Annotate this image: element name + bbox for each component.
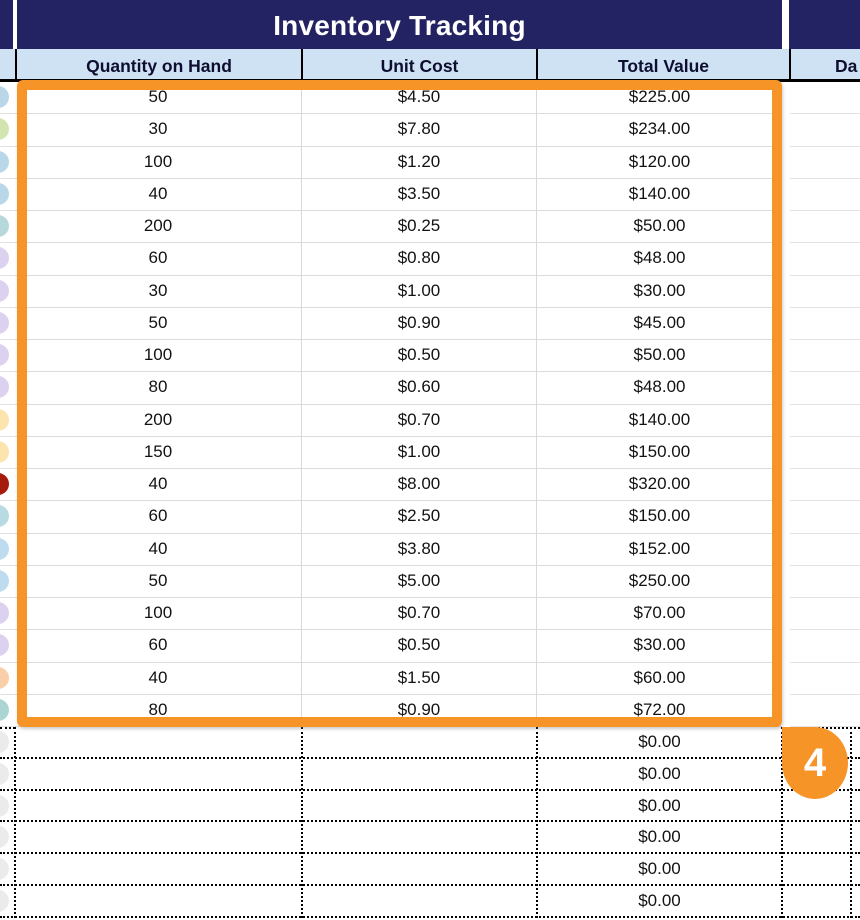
left-strip-row (0, 695, 15, 727)
table-row (15, 114, 782, 146)
table-row (15, 469, 782, 501)
total-value-cell[interactable]: $48.00 (633, 377, 686, 397)
unit-cost-cell[interactable]: $0.80 (302, 243, 537, 274)
table-row (15, 276, 782, 308)
empty-table-row (0, 822, 860, 854)
category-dot-icon (0, 763, 9, 785)
unit-cost-cell[interactable]: $4.50 (302, 82, 537, 113)
right-strip-row (790, 695, 860, 727)
table-row (15, 566, 782, 598)
qty-cell[interactable]: 30 (15, 114, 302, 145)
left-strip-row (0, 405, 15, 437)
table-row (15, 211, 782, 243)
table-row (15, 437, 782, 469)
total-value-cell[interactable]: $70.00 (633, 603, 686, 622)
header-divider (15, 49, 18, 82)
table-row (15, 147, 782, 179)
total-value-cell[interactable]: $140.00 (628, 183, 691, 203)
unit-cost-cell[interactable]: $0.90 (302, 695, 537, 726)
table-row (15, 534, 782, 566)
left-strip-row (0, 276, 15, 308)
category-dot-icon (0, 602, 9, 624)
total-value-cell[interactable]: $50.00 (633, 216, 686, 235)
table-row (15, 405, 782, 437)
table-row (15, 695, 782, 727)
right-strip-row (790, 469, 860, 501)
unit-cost-cell[interactable]: $0.25 (302, 211, 537, 242)
unit-cost-cell[interactable]: $2.50 (302, 501, 537, 532)
left-strip-row (0, 469, 15, 501)
left-strip-row (0, 308, 15, 340)
header-divider (301, 49, 304, 82)
callout-badge (782, 727, 848, 799)
category-dot-icon (0, 441, 9, 463)
right-strip-row (790, 276, 860, 308)
unit-cost-cell[interactable]: $0.60 (302, 372, 537, 403)
left-strip-row (0, 114, 15, 146)
category-dot-icon (0, 312, 9, 334)
category-dot-icon (0, 409, 9, 431)
qty-cell[interactable]: 60 (15, 243, 302, 274)
right-strip-row (790, 598, 860, 630)
header-divider (789, 49, 792, 82)
left-strip-row (0, 372, 15, 404)
column-header-total-value[interactable]: Total Value (617, 56, 710, 76)
right-strip-row (790, 663, 860, 695)
qty-cell[interactable]: 100 (15, 340, 302, 371)
unit-cost-cell[interactable]: $1.00 (302, 276, 537, 307)
left-edge-strip (0, 82, 15, 727)
right-strip-row (790, 630, 860, 662)
qty-cell[interactable]: 150 (15, 437, 302, 468)
column-divider (782, 0, 789, 49)
category-dot-icon (0, 826, 9, 848)
right-strip-row (790, 211, 860, 243)
category-dot-icon (0, 86, 9, 108)
table-row (15, 663, 782, 695)
right-strip-row (790, 405, 860, 437)
category-dot-icon (0, 505, 9, 527)
empty-table-row (0, 791, 860, 823)
column-header-unit-cost[interactable]: Unit Cost (380, 56, 459, 76)
category-dot-icon (0, 151, 9, 173)
total-value-cell[interactable]: $234.00 (628, 119, 691, 139)
unit-cost-cell[interactable]: $1.50 (302, 663, 537, 694)
total-value-cell[interactable]: $0.00 (638, 827, 681, 847)
qty-cell[interactable]: 100 (15, 147, 302, 178)
left-strip-row (0, 179, 15, 211)
total-value-cell[interactable]: $0.00 (638, 763, 681, 783)
total-value-cell[interactable]: $152.00 (628, 538, 691, 558)
table-row (15, 630, 782, 662)
left-strip-row (0, 211, 15, 243)
unit-cost-cell[interactable]: $1.20 (302, 147, 537, 178)
right-strip-row (790, 534, 860, 566)
column-header-date-truncated[interactable]: Da (835, 56, 858, 76)
total-value-cell[interactable]: $150.00 (628, 506, 691, 526)
unit-cost-cell[interactable]: $5.00 (302, 566, 537, 597)
qty-cell[interactable]: 200 (15, 211, 302, 242)
right-edge-strip (790, 82, 860, 727)
category-dot-icon (0, 634, 9, 656)
category-dot-icon (0, 344, 9, 366)
total-value-cell[interactable]: $60.00 (633, 667, 686, 687)
qty-cell[interactable]: 40 (15, 663, 302, 694)
right-strip-row (790, 114, 860, 146)
total-value-cell[interactable]: $120.00 (628, 151, 691, 171)
left-strip-row (0, 82, 15, 114)
left-strip-row (0, 534, 15, 566)
left-strip-row (0, 437, 15, 469)
total-value-cell[interactable]: $48.00 (633, 248, 686, 268)
qty-cell[interactable]: 60 (15, 630, 302, 661)
category-dot-icon (0, 890, 9, 912)
left-strip-row (0, 566, 15, 598)
total-value-cell[interactable]: $150.00 (628, 441, 691, 461)
qty-cell[interactable]: 100 (15, 598, 302, 629)
category-dot-icon (0, 473, 9, 495)
total-value-cell[interactable]: $0.00 (638, 732, 681, 751)
qty-cell[interactable]: 40 (15, 179, 302, 210)
category-dot-icon (0, 699, 9, 721)
right-strip-row (790, 437, 860, 469)
unit-cost-cell[interactable]: $0.50 (302, 340, 537, 371)
total-value-cell[interactable]: $45.00 (633, 312, 686, 332)
category-dot-icon (0, 247, 9, 269)
unit-cost-cell[interactable]: $3.80 (302, 534, 537, 565)
category-dot-icon (0, 215, 9, 237)
category-dot-icon (0, 376, 9, 398)
unit-cost-cell[interactable]: $0.70 (302, 598, 537, 629)
category-dot-icon (0, 118, 9, 140)
total-value-cell[interactable]: $320.00 (628, 474, 691, 493)
category-dot-icon (0, 858, 9, 880)
total-value-cell[interactable]: $250.00 (628, 570, 691, 590)
category-dot-icon (0, 731, 9, 753)
category-dot-icon (0, 570, 9, 592)
header-divider (536, 49, 539, 82)
total-value-cell[interactable]: $0.00 (638, 891, 681, 911)
total-value-cell[interactable]: $0.00 (638, 795, 681, 815)
right-strip-row (790, 82, 860, 114)
right-strip-row (790, 147, 860, 179)
table-row (15, 501, 782, 533)
category-dot-icon (0, 183, 9, 205)
qty-cell[interactable]: 50 (15, 566, 302, 597)
table-row (15, 308, 782, 340)
right-strip-row (790, 566, 860, 598)
qty-cell[interactable]: 50 (15, 308, 302, 339)
left-strip-row (0, 243, 15, 275)
total-value-cell[interactable]: $30.00 (633, 280, 686, 300)
category-dot-icon (0, 667, 9, 689)
right-strip-row (790, 243, 860, 275)
callout-number: 4 (803, 740, 827, 785)
right-strip-row (790, 501, 860, 533)
right-strip-row (790, 340, 860, 372)
qty-cell[interactable]: 80 (15, 695, 302, 726)
unit-cost-cell[interactable]: $0.70 (302, 405, 537, 436)
unit-cost-cell[interactable]: $8.00 (302, 469, 537, 500)
empty-table-row (0, 886, 860, 918)
qty-cell[interactable]: 50 (15, 82, 302, 113)
total-value-cell[interactable]: $30.00 (633, 635, 686, 655)
category-dot-icon (0, 280, 9, 302)
qty-cell[interactable]: 40 (15, 469, 302, 500)
page-title[interactable]: Inventory Tracking (273, 10, 526, 41)
category-dot-icon (0, 795, 9, 817)
qty-cell[interactable]: 40 (15, 534, 302, 565)
left-strip-row (0, 147, 15, 179)
unit-cost-cell[interactable]: $1.00 (302, 437, 537, 468)
category-dot-icon (0, 538, 9, 560)
table-row (15, 243, 782, 275)
left-strip-row (0, 598, 15, 630)
total-value-cell[interactable]: $0.00 (638, 859, 681, 879)
left-strip-row (0, 663, 15, 695)
unit-cost-cell[interactable]: $3.50 (302, 179, 537, 210)
qty-cell[interactable]: 80 (15, 372, 302, 403)
table-row (15, 372, 782, 404)
table-row (15, 340, 782, 372)
total-value-cell[interactable]: $140.00 (628, 409, 691, 429)
empty-table-row (0, 727, 860, 759)
table-row (15, 179, 782, 211)
unit-cost-cell[interactable]: $7.80 (302, 114, 537, 145)
table-body (15, 82, 782, 727)
table-row (15, 598, 782, 630)
column-header-quantity[interactable]: Quantity on Hand (86, 56, 232, 76)
right-strip-row (790, 372, 860, 404)
empty-table-row (0, 759, 860, 791)
empty-rows-section (0, 727, 860, 918)
qty-cell[interactable]: 60 (15, 501, 302, 532)
unit-cost-cell[interactable]: $0.50 (302, 630, 537, 661)
qty-cell[interactable]: 200 (15, 405, 302, 436)
right-strip-row (790, 179, 860, 211)
total-value-cell[interactable]: $225.00 (628, 87, 691, 106)
left-strip-row (0, 630, 15, 662)
left-strip-row (0, 340, 15, 372)
empty-table-row (0, 854, 860, 886)
total-value-cell[interactable]: $72.00 (633, 699, 686, 719)
table-row (15, 82, 782, 114)
unit-cost-cell[interactable]: $0.90 (302, 308, 537, 339)
right-strip-row (790, 308, 860, 340)
left-strip-row (0, 501, 15, 533)
total-value-cell[interactable]: $50.00 (633, 345, 686, 364)
qty-cell[interactable]: 30 (15, 276, 302, 307)
